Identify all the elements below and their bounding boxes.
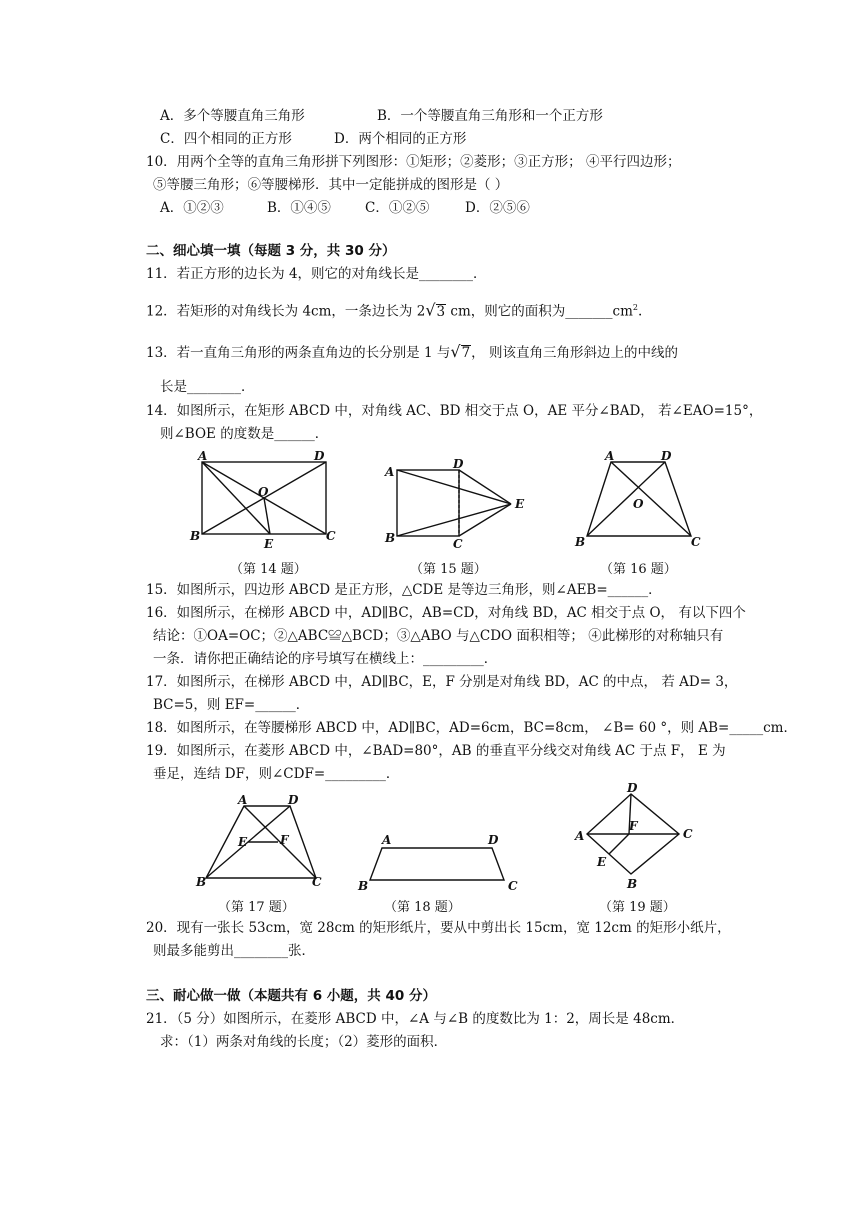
svg-text:D: D — [314, 449, 325, 463]
svg-text:C: C — [453, 537, 463, 551]
caption-fig-15: （第 15 题） — [410, 562, 487, 577]
q12-text: 12．若矩形的对角线长为 4cm，一条边长为 2√3 cm，则它的面积为$\_\_\_\_\_\_\_cm^2$. — [146, 300, 643, 320]
q21-line-1: 21．（5 分）如图所示，在菱形 ABCD 中，∠A 与∠B 的度数比为 1：2，周长是 48cm． — [146, 1011, 685, 1027]
caption-fig-17: （第 17 题） — [218, 900, 295, 915]
q10-option-b: B．①④⑤ — [267, 200, 331, 216]
q16-line-3: 一条．请你把正确结论的序号填写在横线上：_________． — [153, 651, 498, 667]
svg-text:A: A — [382, 833, 392, 847]
q14-line-2: 则∠BOE 的度数是______． — [160, 426, 329, 442]
svg-text:B: B — [385, 531, 396, 545]
q17-line-1: 17．如图所示，在梯形 ABCD 中，AD∥BC，E，F 分别是对角线 BD，AC 的中点， 若 AD= 3， — [146, 674, 738, 690]
svg-text:C: C — [508, 879, 518, 893]
figure-19 — [573, 782, 703, 892]
svg-text:B: B — [190, 529, 201, 543]
q15-text: 15．如图所示，四边形 ABCD 是正方形，△CDE 是等边三角形，则∠AEB=______． — [146, 582, 662, 598]
q10-line-1: 10．用两个全等的直角三角形拼下列图形：①矩形；②菱形；③正方形； ④平行四边形； — [146, 154, 681, 170]
figure-14 — [190, 450, 350, 550]
q11-text: 11．若正方形的边长为 4，则它的对角线长是________． — [146, 266, 487, 282]
q10-option-a: A．①②③ — [160, 200, 224, 216]
svg-text:D: D — [288, 793, 299, 807]
svg-text:B: B — [575, 535, 586, 549]
figure-15 — [383, 457, 533, 551]
figure-16 — [575, 450, 705, 550]
svg-text:O: O — [258, 485, 269, 499]
q9-option-a: A．多个等腰直角三角形 — [160, 108, 305, 124]
q19-line-2: 垂足，连结 DF，则∠CDF=_________． — [153, 766, 400, 782]
q10-line-2: ⑤等腰三角形；⑥等腰梯形．其中一定能拼成的图形是（ ） — [153, 177, 509, 193]
q14-line-1: 14．如图所示，在矩形 ABCD 中，对角线 AC、BD 相交于点 O，AE 平分∠BAD， 若∠EAO=15°， — [146, 403, 763, 419]
svg-text:D: D — [661, 449, 672, 463]
svg-text:F: F — [280, 833, 289, 847]
q9-option-d: D．两个相同的正方形 — [334, 131, 467, 147]
section-3-heading: 三、耐心做一做（本题共有 6 小题，共 40 分） — [146, 988, 436, 1004]
svg-text:B: B — [627, 877, 638, 891]
svg-text:D: D — [488, 833, 499, 847]
figure-18 — [358, 832, 528, 892]
q18-text: 18．如图所示，在等腰梯形 ABCD 中，AD∥BC，AD=6cm，BC=8cm， ∠B= 60 °，则 AB=_____cm． — [146, 720, 797, 736]
q20-line-1: 20．现有一张长 53cm，宽 28cm 的矩形纸片，要从中剪出长 15cm，宽 12cm 的矩形小纸片， — [146, 920, 731, 936]
svg-text:C: C — [326, 529, 336, 543]
q10-option-c: C．①②⑤ — [365, 200, 430, 216]
caption-fig-14: （第 14 题） — [230, 562, 307, 577]
svg-text:E: E — [264, 537, 274, 551]
q16-line-1: 16．如图所示，在梯形 ABCD 中，AD∥BC，AB=CD，对角线 BD，AC 相交于点 O， 有以下四个 — [146, 605, 746, 621]
q10-option-d: D．②⑤⑥ — [465, 200, 530, 216]
svg-text:D: D — [453, 457, 464, 471]
svg-text:D: D — [627, 781, 638, 795]
svg-text:E: E — [238, 835, 248, 849]
q13-text: 13．若一直角三角形的两条直角边的长分别是 1 与√7， 则该直角三角形斜边上的中线的 — [146, 342, 678, 361]
svg-text:B: B — [358, 879, 369, 893]
section-2-heading: 二、细心填一填（每题 3 分，共 30 分） — [146, 243, 396, 259]
svg-text:O: O — [633, 497, 644, 511]
q20-line-2: 则最多能剪出________张． — [153, 943, 315, 959]
svg-text:E: E — [515, 497, 525, 511]
svg-text:A: A — [605, 449, 615, 463]
svg-text:A: A — [238, 793, 248, 807]
svg-text:F: F — [629, 819, 638, 833]
q21-line-2: 求：（1）两条对角线的长度；（2）菱形的面积． — [160, 1034, 448, 1050]
q9-option-b: B．一个等腰直角三角形和一个正方形 — [377, 108, 603, 124]
svg-text:C: C — [683, 827, 693, 841]
svg-text:A: A — [198, 449, 208, 463]
svg-text:C: C — [312, 875, 322, 889]
svg-text:C: C — [691, 535, 701, 549]
q12-radicand: 3 — [436, 303, 446, 320]
caption-fig-18: （第 18 题） — [384, 900, 461, 915]
figure-17 — [194, 794, 334, 894]
caption-fig-16: （第 16 题） — [600, 562, 677, 577]
q9-option-c: C．四个相同的正方形 — [160, 131, 292, 147]
svg-text:A: A — [575, 829, 585, 843]
q17-line-2: BC=5，则 EF=______． — [153, 697, 310, 713]
svg-text:E: E — [597, 855, 607, 869]
svg-text:B: B — [196, 875, 207, 889]
svg-text:A: A — [385, 465, 395, 479]
q13-radicand: 7 — [461, 345, 471, 361]
q19-line-1: 19．如图所示，在菱形 ABCD 中，∠BAD=80°，AB 的垂直平分线交对角线 AC 于点 F， E 为 — [146, 743, 726, 759]
caption-fig-19: （第 19 题） — [599, 900, 676, 915]
q16-line-2: 结论：①OA=OC；②△ABC≌△BCD；③△ABO 与△CDO 面积相等； ④此梯形的对称轴只有 — [153, 628, 724, 644]
q13-line-2: 长是________． — [160, 379, 255, 395]
